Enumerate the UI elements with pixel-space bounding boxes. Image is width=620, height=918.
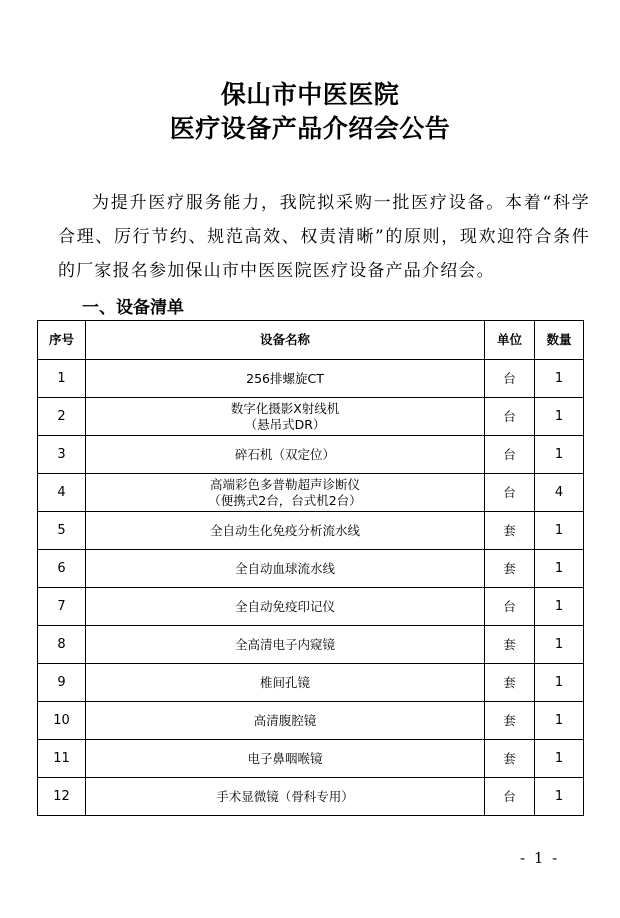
cell-name	[86, 512, 485, 550]
table-row	[38, 474, 584, 512]
cell-quantity: 1	[535, 512, 584, 550]
cell-name	[86, 664, 485, 702]
cell-index: 5	[38, 512, 86, 550]
cell-index: 9	[38, 664, 86, 702]
header-unit: 单位	[485, 321, 535, 360]
table-row	[38, 626, 584, 664]
cell-quantity: 1	[535, 550, 584, 588]
cell-unit: 套	[485, 740, 535, 778]
cell-quantity: 1	[535, 436, 584, 474]
cell-name-line1: 高清腹腔镜	[253, 712, 317, 728]
cell-name	[86, 626, 485, 664]
cell-name-line1: 手术显微镜（骨科专用）	[216, 788, 354, 804]
cell-name-line1: 全高清电子内窥镜	[234, 636, 335, 652]
cell-name	[86, 398, 485, 436]
table-row	[38, 512, 584, 550]
cell-unit: 台	[485, 360, 535, 398]
cell-index: 10	[38, 702, 86, 740]
cell-unit: 套	[485, 626, 535, 664]
cell-quantity: 1	[535, 626, 584, 664]
cell-unit: 台	[485, 474, 535, 512]
cell-name-line1: 256排螺旋CT	[246, 370, 324, 386]
cell-quantity: 1	[535, 740, 584, 778]
table-header-row	[38, 321, 584, 360]
cell-quantity: 1	[535, 360, 584, 398]
cell-name	[86, 550, 485, 588]
cell-name-line1: 高端彩色多普勒超声诊断仪	[209, 476, 360, 492]
cell-quantity: 4	[535, 474, 584, 512]
cell-name-line1: 数字化摄影X射线机	[230, 400, 340, 416]
equipment-table	[37, 320, 584, 816]
cell-name	[86, 702, 485, 740]
table-row	[38, 778, 584, 816]
table-row	[38, 740, 584, 778]
cell-name	[86, 436, 485, 474]
cell-index: 7	[38, 588, 86, 626]
header-index: 序号	[38, 321, 86, 360]
cell-name	[86, 474, 485, 512]
cell-quantity: 1	[535, 664, 584, 702]
document-title-line2: 医疗设备产品介绍会公告	[169, 114, 451, 143]
cell-name-line2: （便携式2台，台式机2台）	[208, 492, 362, 508]
cell-quantity: 1	[535, 778, 584, 816]
table-row	[38, 664, 584, 702]
section-heading-equipment-list: 一、设备清单	[82, 298, 184, 318]
cell-quantity: 1	[535, 588, 584, 626]
cell-unit: 台	[485, 778, 535, 816]
cell-unit: 套	[485, 550, 535, 588]
table-row	[38, 398, 584, 436]
cell-index: 6	[38, 550, 86, 588]
cell-name-line1: 椎间孔镜	[259, 674, 310, 690]
intro-paragraph: 为提升医疗服务能力，我院拟采购一批医疗设备。本着“科学合理、厉行节约、规范高效、权责清晰”的原则，现欢迎符合条件的厂家报名参加保山市中医医院医疗设备产品介绍会。	[58, 193, 590, 281]
cell-name-line1: 全自动免疫印记仪	[234, 598, 335, 614]
cell-name	[86, 740, 485, 778]
header-quantity: 数量	[535, 321, 584, 360]
cell-unit: 台	[485, 588, 535, 626]
header-name: 设备名称	[86, 321, 485, 360]
cell-unit: 套	[485, 702, 535, 740]
cell-unit: 套	[485, 512, 535, 550]
table-row	[38, 702, 584, 740]
cell-unit: 台	[485, 436, 535, 474]
cell-name-line1: 全自动生化免疫分析流水线	[209, 522, 360, 538]
table-row	[38, 550, 584, 588]
table-row	[38, 360, 584, 398]
cell-index: 4	[38, 474, 86, 512]
page-number: - 1 -	[520, 849, 560, 867]
cell-index: 12	[38, 778, 86, 816]
cell-index: 3	[38, 436, 86, 474]
cell-name-line2: （悬吊式DR）	[244, 416, 326, 432]
cell-unit: 台	[485, 398, 535, 436]
document-title-line1: 保山市中医医院	[220, 80, 400, 109]
cell-index: 11	[38, 740, 86, 778]
cell-index: 1	[38, 360, 86, 398]
cell-unit: 套	[485, 664, 535, 702]
cell-name-line1: 电子鼻咽喉镜	[247, 750, 323, 766]
table-row	[38, 588, 584, 626]
cell-name	[86, 778, 485, 816]
cell-name	[86, 588, 485, 626]
table-body	[38, 360, 584, 816]
cell-index: 2	[38, 398, 86, 436]
cell-quantity: 1	[535, 702, 584, 740]
cell-name-line1: 全自动血球流水线	[234, 560, 335, 576]
cell-quantity: 1	[535, 398, 584, 436]
cell-name-line1: 碎石机（双定位）	[234, 446, 335, 462]
cell-index: 8	[38, 626, 86, 664]
cell-name	[86, 360, 485, 398]
table-row	[38, 436, 584, 474]
